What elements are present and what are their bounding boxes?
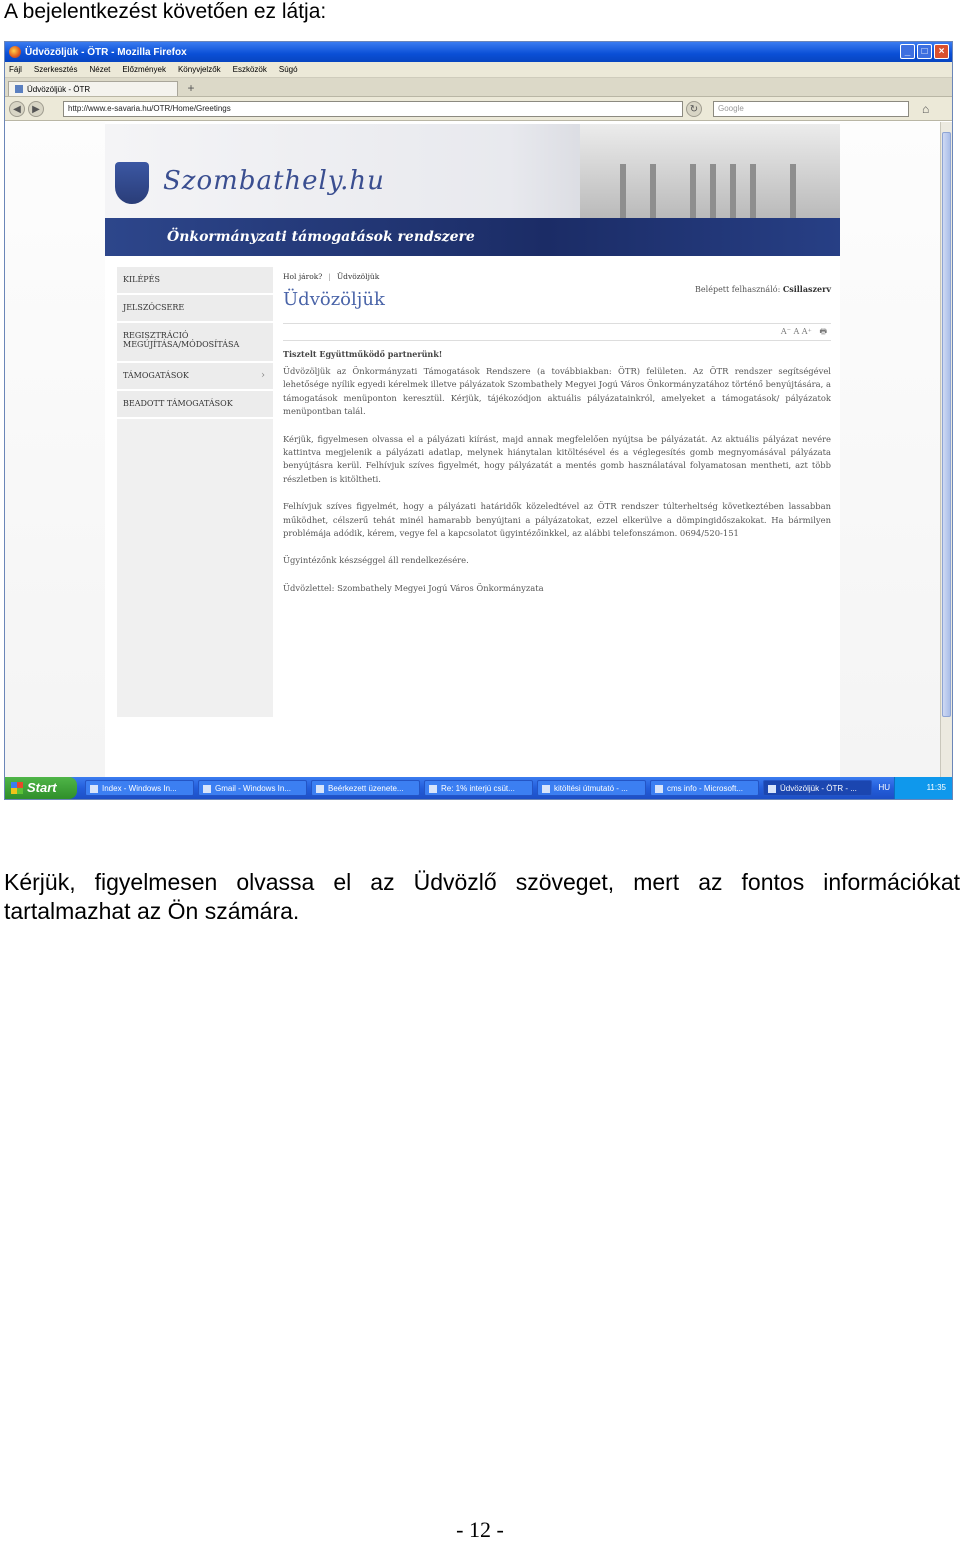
forward-arrow-icon[interactable]: ▶ bbox=[28, 101, 44, 117]
windows-logo-icon bbox=[11, 782, 23, 794]
menu-file[interactable]: Fájl bbox=[9, 65, 22, 74]
breadcrumb: Hol járok? | Üdvözöljük bbox=[283, 272, 380, 281]
nav-grants[interactable]: TÁMOGATÁSOK › bbox=[117, 363, 273, 391]
taskbar-item[interactable]: Gmail - Windows In... bbox=[198, 780, 307, 796]
window-titlebar bbox=[5, 42, 952, 62]
menu-tools[interactable]: Eszközök bbox=[232, 65, 267, 74]
reload-icon[interactable]: ↻ bbox=[686, 101, 702, 117]
site-logo-text: Szombathely.hu bbox=[163, 166, 385, 196]
url-bar[interactable] bbox=[63, 101, 683, 117]
taskbar-item-active[interactable]: Üdvözöljük - ÖTR - ... bbox=[763, 780, 872, 796]
site-subtitle: Önkormányzati támogatások rendszere bbox=[105, 218, 840, 256]
taskbar-item[interactable]: kitöltési útmutató - ... bbox=[537, 780, 646, 796]
window-title: Üdvözöljük - ÖTR - Mozilla Firefox bbox=[25, 46, 187, 58]
paragraph: Kérjük, figyelmesen olvassa el a pályázati kiírást, majd annak megfelelően nyújtsa be pályázatát. Az aktuális pályázat nevére kattintva megjelenik a pályázati adatlap, melynek hiánytalan kitöltésével és a véglegesítés gomb megnyomásával pályázata benyújtásra kerül. Felhívjuk szíves figyelmét, hogy pályázatát a mentés gomb használatával folyamatosan mentheti, azt több részletben is kitöltheti. bbox=[283, 433, 831, 484]
language-indicator[interactable]: HU bbox=[878, 783, 890, 792]
website bbox=[105, 122, 840, 778]
back-arrow-icon[interactable]: ◀ bbox=[9, 101, 25, 117]
chevron-right-icon: › bbox=[261, 370, 265, 381]
menu-edit[interactable]: Szerkesztés bbox=[33, 65, 78, 74]
nav-logout[interactable]: KILÉPÉS bbox=[117, 267, 273, 295]
menu-help[interactable]: Súgó bbox=[278, 65, 298, 74]
taskbar-item[interactable]: cms info - Microsoft... bbox=[650, 780, 759, 796]
paragraph: Ügyintézőnk készséggel áll rendelkezésére. bbox=[283, 555, 469, 566]
clock: 11:35 bbox=[926, 783, 946, 792]
document-body-text: Kérjük, figyelmesen olvassa el az Üdvözlő szöveget, mert az fontos információkat tartalmazhat az Ön számára. bbox=[4, 869, 960, 924]
close-button[interactable]: × bbox=[934, 44, 949, 59]
menu-view[interactable]: Nézet bbox=[89, 65, 111, 74]
tab-label: Üdvözöljük - ÖTR bbox=[27, 84, 91, 94]
nav-password-change[interactable]: JELSZÓCSERE bbox=[117, 295, 273, 323]
paragraph: Felhívjuk szíves figyelmét, hogy a pályázati határidők közeledtével az ÖTR rendszer túlterheltség következtében lassabban működhet, célszerű tehát minél hamarabb benyújtani a pályázatokat, ezzel elkerülve a dömpingidőszakokat. Ha bármilyen problémája adódik, kérem, vegye fel a kapcsolatot ügyintézőinkkel, az alábbi telefonszámon. 0694/520-151 bbox=[283, 501, 831, 539]
building-image bbox=[580, 124, 840, 220]
city-crest-icon bbox=[115, 162, 149, 204]
minimize-button[interactable]: _ bbox=[900, 44, 915, 59]
start-button[interactable]: Start bbox=[5, 777, 77, 799]
text-tools bbox=[283, 324, 831, 341]
greeting: Tisztelt Együttműködő partnerünk! bbox=[283, 349, 443, 359]
page-number: - 12 - bbox=[456, 1517, 504, 1542]
scrollbar-thumb[interactable] bbox=[942, 132, 951, 717]
tab-greetings[interactable] bbox=[8, 81, 178, 96]
browser-screenshot bbox=[4, 41, 953, 800]
menu-bookmarks[interactable]: Könyvjelzők bbox=[177, 65, 221, 74]
tab-bar bbox=[5, 78, 952, 97]
search-placeholder: Google bbox=[718, 104, 744, 113]
page-viewport bbox=[5, 122, 940, 778]
font-size-tools[interactable]: A⁻ A A⁺ bbox=[780, 327, 812, 336]
system-tray bbox=[894, 777, 953, 799]
page-title: Üdvözöljük bbox=[283, 289, 831, 324]
paragraph: Üdvözlettel: Szombathely Megyei Jogú Város Önkormányzata bbox=[283, 582, 544, 593]
side-navigation bbox=[117, 267, 273, 717]
home-icon[interactable]: ⌂ bbox=[922, 101, 930, 116]
taskbar-item[interactable]: Index - Windows In... bbox=[85, 780, 194, 796]
maximize-button[interactable]: □ bbox=[917, 44, 932, 59]
page-favicon-icon bbox=[15, 85, 23, 93]
print-icon[interactable]: 🖶 bbox=[819, 327, 827, 336]
new-tab-button[interactable]: + bbox=[187, 81, 195, 95]
windows-taskbar bbox=[5, 777, 953, 799]
url-text: http://www.e-savaria.hu/OTR/Home/Greetings bbox=[68, 104, 231, 113]
firefox-icon bbox=[9, 46, 21, 58]
main-content bbox=[283, 272, 831, 595]
taskbar-item[interactable]: Re: 1% interjú csüt... bbox=[424, 780, 533, 796]
nav-submitted-grants[interactable]: BEADOTT TÁMOGATÁSOK bbox=[117, 391, 273, 419]
vertical-scrollbar[interactable] bbox=[940, 122, 952, 778]
menu-bar bbox=[5, 62, 952, 78]
logged-in-user: Belépett felhasználó: Csillaszerv bbox=[695, 284, 831, 294]
menu-history[interactable]: Előzmények bbox=[122, 65, 166, 74]
nav-registration-renewal[interactable]: REGISZTRÁCIÓ MEGÚJÍTÁSA/MÓDOSÍTÁSA bbox=[117, 323, 273, 363]
paragraph: Üdvözöljük az Önkormányzati Támogatások Rendszere (a továbbiakban: ÖTR) felületen. Az ÖTR rendszer segítségével lehetősége nyílik egyedi kérelmek illetve pályázatok Szombathely Megyei Jogú Város Önkormányzatához történő benyújtására, a támogatások menüponton keresztül. Kérjük, tájékozódjon aktuális pályázatainkról, amelyeket a támogatások/ pályázatok menüpontban talál. bbox=[283, 366, 831, 417]
breadcrumb-current[interactable]: Üdvözöljük bbox=[336, 272, 380, 281]
search-input[interactable] bbox=[713, 101, 909, 117]
document-heading: A bejelentkezést követően ez látja: bbox=[4, 0, 327, 23]
user-name: Csillaszerv bbox=[782, 284, 831, 294]
navigation-bar bbox=[5, 97, 952, 121]
taskbar-item[interactable]: Beérkezett üzenete... bbox=[311, 780, 420, 796]
site-banner bbox=[105, 124, 840, 220]
